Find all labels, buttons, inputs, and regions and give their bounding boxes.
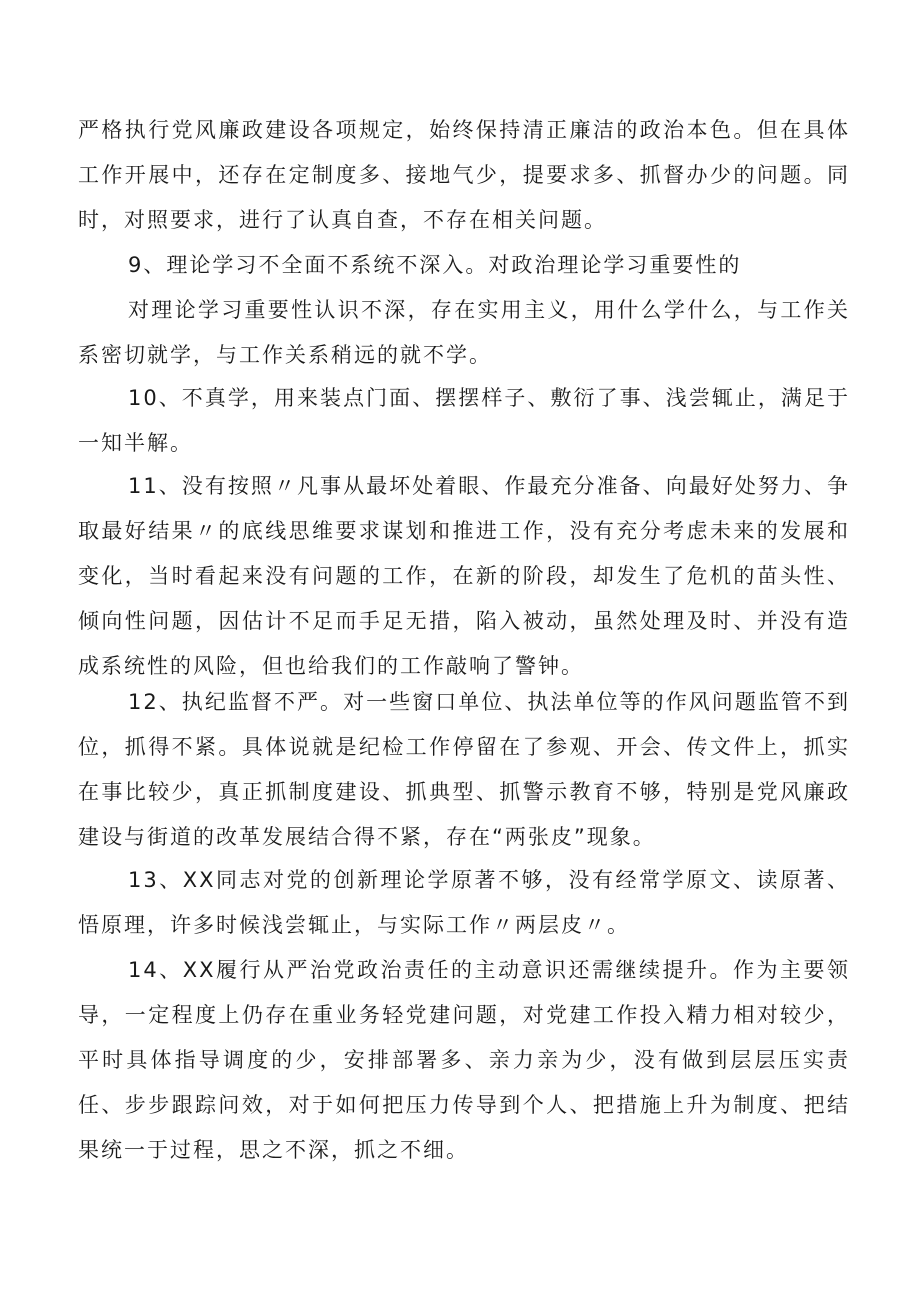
paragraph-item-11: 11、没有按照〃凡事从最坏处着眼、作最充分准备、向最好处努力、争取最好结果〃的底线思维要求谋划和推进工作，没有充分考虑未来的发展和变化，当时看起来没有问题的工作，在新的阶段，却发生了危机的苗头性、倾向性问题，因估计不足而手足无措，陷入被动，虽然处理及时、并没有造成系统性的风险，但也给我们的工作敲响了警钟。: [78, 474, 850, 678]
paragraph-item-9-detail: 对理论学习重要性认识不深，存在实用主义，用什么学什么，与工作关系密切就学，与工作关系稍远的就不学。: [78, 298, 850, 367]
paragraph-item-13: 13、XX同志对党的创新理论学原著不够，没有经常学原文、读原著、悟原理，许多时候浅尝辄止，与实际工作〃两层皮〃。: [78, 868, 850, 937]
paragraph-item-9: 9、理论学习不全面不系统不深入。对政治理论学习重要性的: [128, 253, 742, 277]
paragraph-item-14: 14、XX履行从严治党政治责任的主动意识还需继续提升。作为主要领导，一定程度上仍存在重业务轻党建问题，对党建工作投入精力相对较少，平时具体指导调度的少，安排部署多、亲力亲为少，没有做到层层压实责任、步步跟踪问效，对于如何把压力传导到个人、把措施上升为制度、把结果统一于过程，思之不深，抓之不细。: [78, 958, 850, 1162]
paragraph-intro: 严格执行党风廉政建设各项规定，始终保持清正廉洁的政治本色。但在具体工作开展中，还存在定制度多、接地气少，提要求多、抓督办少的问题。同时，对照要求，进行了认真自查，不存在相关问题。: [78, 118, 850, 232]
paragraph-item-12: 12、执纪监督不严。对一些窗口单位、执法单位等的作风问题监管不到位，抓得不紧。具体说就是纪检工作停留在了参观、开会、传文件上，抓实在事比较少，真正抓制度建设、抓典型、抓警示教育不够，特别是党风廉政建设与街道的改革发展结合得不紧，存在“两张皮”现象。: [78, 690, 850, 849]
paragraph-item-10: 10、不真学，用来装点门面、摆摆样子、敷衍了事、浅尝辄止，满足于一知半解。: [78, 386, 850, 455]
